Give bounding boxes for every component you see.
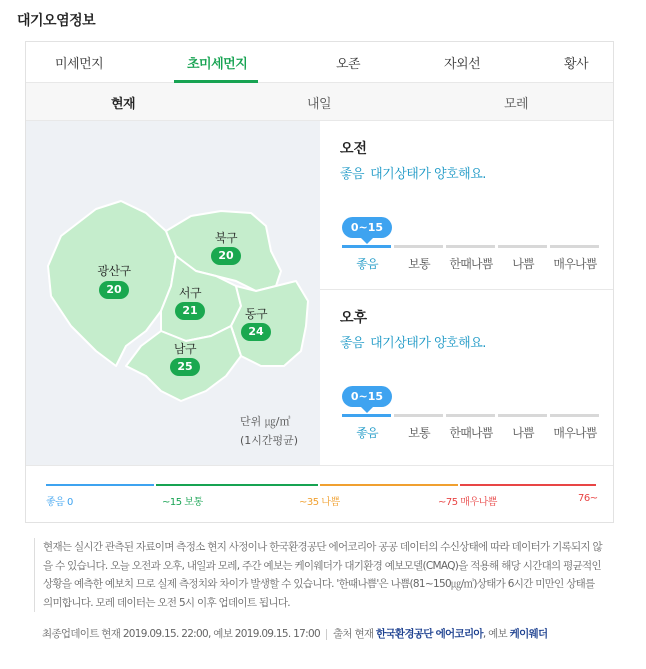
forecast-period-am: 오전 [340,141,368,157]
forecast-grade-am: 좋음 [340,167,365,182]
time-tabs [26,83,613,121]
scale-label-good-pm: 좋음 [356,426,378,440]
legend-line-normal [156,484,318,486]
data-notes [34,538,606,612]
update-separator [326,629,327,640]
scale-label-bad-pm: 나쁨 [512,426,534,440]
scale-label-normal-pm: 보통 [408,426,430,440]
district-value-seo[interactable]: 21 [175,302,205,320]
scale-bar-bad-am [498,245,547,248]
forecast-message-pm: 대기상태가 양호해요. [370,336,486,351]
tab-now[interactable]: 현재 [111,97,136,112]
tab-uv[interactable]: 자외선 [444,57,481,72]
scale-bar-bad-pm [498,414,547,417]
district-value-dong[interactable]: 24 [241,323,271,341]
update-info [42,625,602,643]
district-value-nam[interactable]: 25 [170,358,200,376]
forecast-source-prefix: , 예보 [482,628,507,640]
scale-label-good-am: 좋음 [356,257,378,271]
scale-label-temp-bad-am: 한때나쁨 [449,257,493,271]
legend-text-normal: ~15 보통 [162,497,203,508]
scale-bar-good-pm [342,414,391,417]
forecast-panel [320,121,613,465]
tab-ozone[interactable]: 오존 [336,57,361,72]
tab-fine-dust[interactable]: 미세먼지 [55,57,104,72]
scale-label-very-bad-pm: 매우나쁨 [553,426,597,440]
scale-bar-very-bad-pm [550,414,599,417]
legend-text-bad: ~35 나쁨 [299,497,340,508]
district-name-seo: 서구 [178,286,202,300]
source-prefix: 출처 현재 [332,628,374,640]
district-name-dong: 동구 [244,307,268,321]
district-name-gwangsan: 광산구 [97,264,131,278]
forecast-range-pm: 0~15 [342,386,392,407]
air-quality-card [25,41,614,523]
legend-text-max: 76~ [578,493,598,504]
map-unit: 단위 ㎍/㎥ [240,415,291,428]
forecast-status-am [340,163,486,182]
page-title: 대기오염정보 [17,13,96,29]
forecast-period-pm: 오후 [340,310,368,326]
scale-label-temp-bad-pm: 한때나쁨 [449,426,493,440]
forecast-divider [320,289,613,290]
scale-bar-good-am [342,245,391,248]
scale-label-very-bad-am: 매우나쁨 [553,257,597,271]
map-region-dong [231,281,308,366]
legend-text-good: 좋음 0 [46,497,73,508]
tab-ultrafine-dust[interactable]: 초미세먼지 [187,57,248,72]
forecast-status-pm [340,332,486,351]
district-value-buk[interactable]: 20 [211,247,241,265]
district-name-buk: 북구 [214,231,238,245]
update-time: 최종업데이트 현재 2019.09.15. 22:00, 예보 2019.09.15. 17:00 [42,628,320,640]
district-value-gwangsan[interactable]: 20 [99,281,129,299]
district-map [26,121,320,465]
legend-line-bad [320,484,458,486]
tab-yellow-dust[interactable]: 황사 [564,57,589,72]
scale-bar-temp-bad-pm [446,414,495,417]
source-link-kweather[interactable]: 케이웨더 [509,628,548,640]
legend-line-very-bad [460,484,596,486]
notes-text: 현재는 실시간 관측된 자료이며 측정소 현지 사정이나 한국환경공단 에어코리아 공공 데이터의 수신상태에 따라 데이터가 기록되지 않을 수 있습니다. 오늘 오전과 오후, 내일과 모레, 주간 예보는 케이웨더가 대기환경 예보모델(CMAQ)을 적용해 해당 시간대의 평균적인 상황을 예측한 예보치 므로 실제 측정치와 차이가 발생할 수 있습니다. '한때나쁨'은 나쁨(81~150㎍/㎥)상태가 6시간 미만인 상태를 의미합니다. 모레 데이터는 오전 5시 이후 업데이트 됩니다. [43,541,602,609]
tab-day-after[interactable]: 모레 [504,97,529,112]
scale-bar-normal-am [394,245,443,248]
source-link-airkorea[interactable]: 한국환경공단 에어코리아 [376,628,483,640]
legend-line-good [46,484,154,486]
forecast-range-am: 0~15 [342,217,392,238]
district-name-nam: 남구 [173,342,197,356]
scale-bar-very-bad-am [550,245,599,248]
forecast-message-am: 대기상태가 양호해요. [370,167,486,182]
forecast-grade-pm: 좋음 [340,336,365,351]
scale-label-bad-am: 나쁨 [512,257,534,271]
scale-bar-normal-pm [394,414,443,417]
map-unit-note: (1시간평균) [240,434,299,447]
legend-text-very-bad: ~75 매우나쁨 [438,497,497,508]
scale-label-normal-am: 보통 [408,257,430,271]
tab-tomorrow[interactable]: 내일 [307,97,332,112]
scale-bar-temp-bad-am [446,245,495,248]
grade-legend [26,465,613,522]
pollutant-tabs [26,42,613,83]
